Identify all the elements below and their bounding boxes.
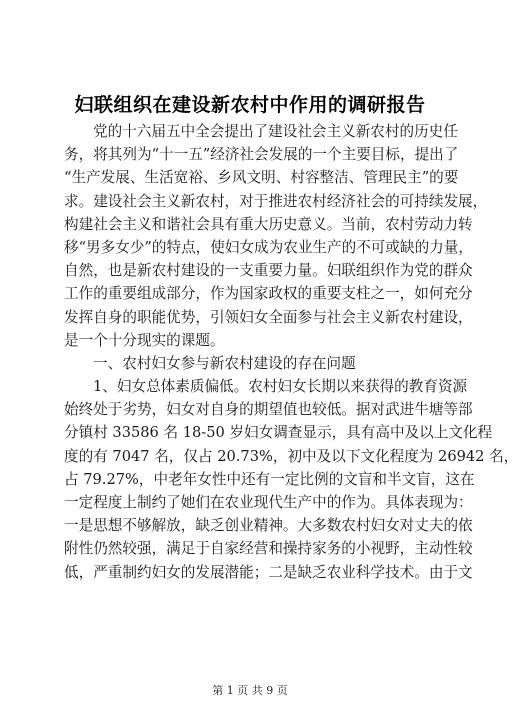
text-line: 求。建设社会主义新农村，对于推进农村经济社会的可持续发展， xyxy=(64,192,488,210)
text-line: 党的十六届五中全会提出了建设社会主义新农村的历史任 xyxy=(93,123,458,140)
text-line: 一是思想不够解放，缺乏创业精神。大多数农村妇女对丈夫的依 xyxy=(64,517,473,535)
text-line: “生产发展、生活宽裕、乡风文明、村容整洁、管理民主”的要 xyxy=(64,169,459,187)
text-line: 度的有 7047 名，仅占 20.73%，初中及以下文化程度为 26942 名， xyxy=(64,447,518,465)
text-line: 1、妇女总体素质偏低。农村妇女长期以来获得的教育资源 xyxy=(93,378,468,396)
text-line: 分镇村 33586 名 18-50 岁妇女调查显示，具有高中及以上文化程 xyxy=(64,424,493,442)
text-line: 发挥自身的职能优势，引领妇女全面参与社会主义新农村建设， xyxy=(64,308,473,326)
document-title: 妇联组织在建设新农村中作用的调研报告 xyxy=(74,94,426,116)
text-line: 务，将其列为“十一五”经济社会发展的一个主要目标，提出了 xyxy=(64,146,459,164)
document-body xyxy=(64,120,518,584)
text-line: 自然，也是新农村建设的一支重要力量。妇联组织作为党的群众 xyxy=(64,262,473,280)
text-line: 始终处于劣势，妇女对自身的期望值也较低。据对武进牛塘等部 xyxy=(64,401,473,419)
text-line: 工作的重要组成部分，作为国家政权的重要支柱之一，如何充分 xyxy=(64,285,473,303)
text-line: 占 79.27%，中老年女性中还有一定比例的文盲和半文盲，这在 xyxy=(64,470,475,488)
text-line: 构建社会主义和谐社会具有重大历史意义。当前，农村劳动力转 xyxy=(64,215,473,233)
text-line: 低，严重制约妇女的发展潜能；二是缺乏农业科学技术。由于文 xyxy=(64,563,473,581)
page-number: 第 1 页 共 9 页 xyxy=(212,684,288,697)
text-line: 移“男多女少”的特点，使妇女成为农业生产的不可或缺的力量， xyxy=(64,238,473,256)
text-line: 一定程度上制约了她们在农业现代生产中的作为。具体表现为： xyxy=(64,494,473,511)
text-line: 附性仍然较强，满足于自家经营和操持家务的小视野，主动性较 xyxy=(64,540,473,558)
section-heading: 一、农村妇女参与新农村建设的存在问题 xyxy=(93,354,356,372)
text-line: 是一个十分现实的课题。 xyxy=(64,331,225,349)
